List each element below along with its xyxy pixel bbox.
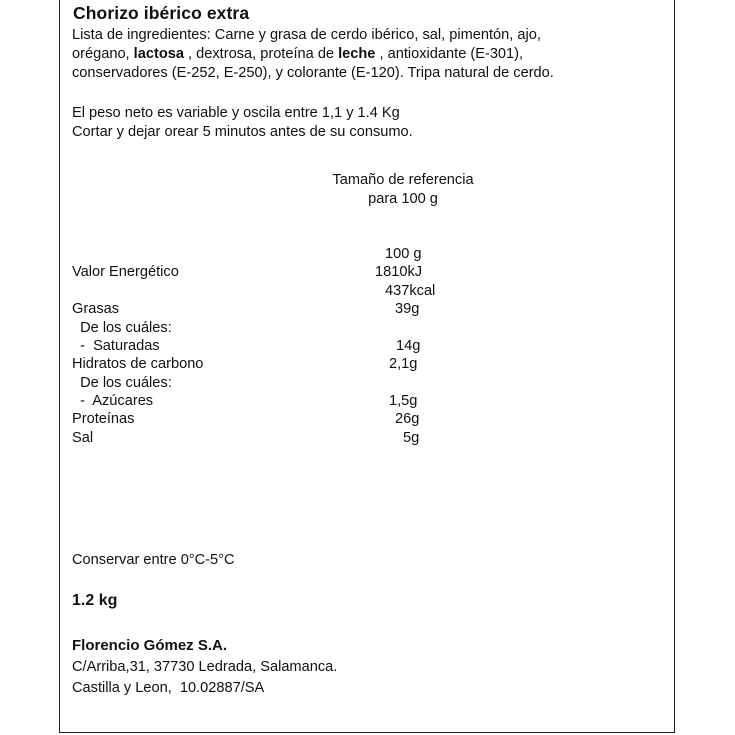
nutrition-value: 437kcal bbox=[385, 283, 436, 299]
nutrition-label: Valor Energético bbox=[72, 264, 179, 280]
allergen-leche: leche bbox=[338, 46, 376, 62]
ingredients-line-2 bbox=[72, 45, 672, 64]
nutrition-label: Proteínas bbox=[72, 411, 135, 427]
ingredients-text-2a: orégano, bbox=[72, 46, 134, 62]
company-registration: Castilla y Leon, 10.02887/SA bbox=[72, 680, 265, 696]
ingredients-text-1: Carne y grasa de cerdo ibérico, sal, pimentón, ajo, bbox=[210, 27, 541, 43]
company-address: C/Arriba,31, 37730 Ledrada, Salamanca. bbox=[72, 659, 338, 675]
storage-note: Conservar entre 0°C-5°C bbox=[72, 552, 235, 568]
nutrition-label: De los cuáles: bbox=[72, 375, 172, 391]
allergen-lactosa: lactosa bbox=[133, 46, 184, 62]
nutrition-value: 1,5g bbox=[389, 393, 418, 409]
nutrition-value: 2,1g bbox=[389, 356, 418, 372]
nutrition-label: - Saturadas bbox=[72, 338, 160, 354]
net-weight: 1.2 kg bbox=[72, 592, 118, 609]
ingredients-text-2b: , dextrosa, proteína de bbox=[183, 46, 339, 62]
nutrition-label: De los cuáles: bbox=[72, 320, 172, 336]
company-name: Florencio Gómez S.A. bbox=[72, 637, 228, 654]
nutrition-value: 5g bbox=[403, 430, 420, 446]
nutrition-value: 14g bbox=[396, 338, 421, 354]
net-weight-note: El peso neto es variable y oscila entre 1,1 y 1.4 Kg bbox=[72, 105, 400, 121]
nutrition-column-header: 100 g bbox=[385, 246, 422, 262]
product-title: Chorizo ibérico extra bbox=[73, 3, 250, 23]
ingredients-label: Lista de ingredientes: bbox=[72, 27, 211, 43]
nutrition-label: - Azúcares bbox=[72, 393, 154, 409]
ingredients-text-2c: , antioxidante (E-301), bbox=[375, 46, 524, 62]
usage-note: Cortar y dejar orear 5 minutos antes de su consumo. bbox=[72, 124, 413, 140]
reference-line-1: Tamaño de referencia bbox=[332, 172, 474, 188]
ingredients-block bbox=[72, 26, 672, 83]
reference-line-2: para 100 g bbox=[368, 191, 438, 207]
nutrition-label: Hidratos de carbono bbox=[72, 356, 204, 372]
ingredients-line-1 bbox=[72, 26, 672, 45]
nutrition-value: 26g bbox=[395, 411, 420, 427]
nutrition-label: Sal bbox=[72, 430, 94, 446]
nutrition-label: Grasas bbox=[72, 301, 120, 317]
nutrition-value: 1810kJ bbox=[375, 264, 423, 280]
ingredients-line-3: conservadores (E-252, E-250), y colorante (E-120). Tripa natural de cerdo. bbox=[72, 65, 554, 81]
nutrition-value: 39g bbox=[395, 301, 420, 317]
